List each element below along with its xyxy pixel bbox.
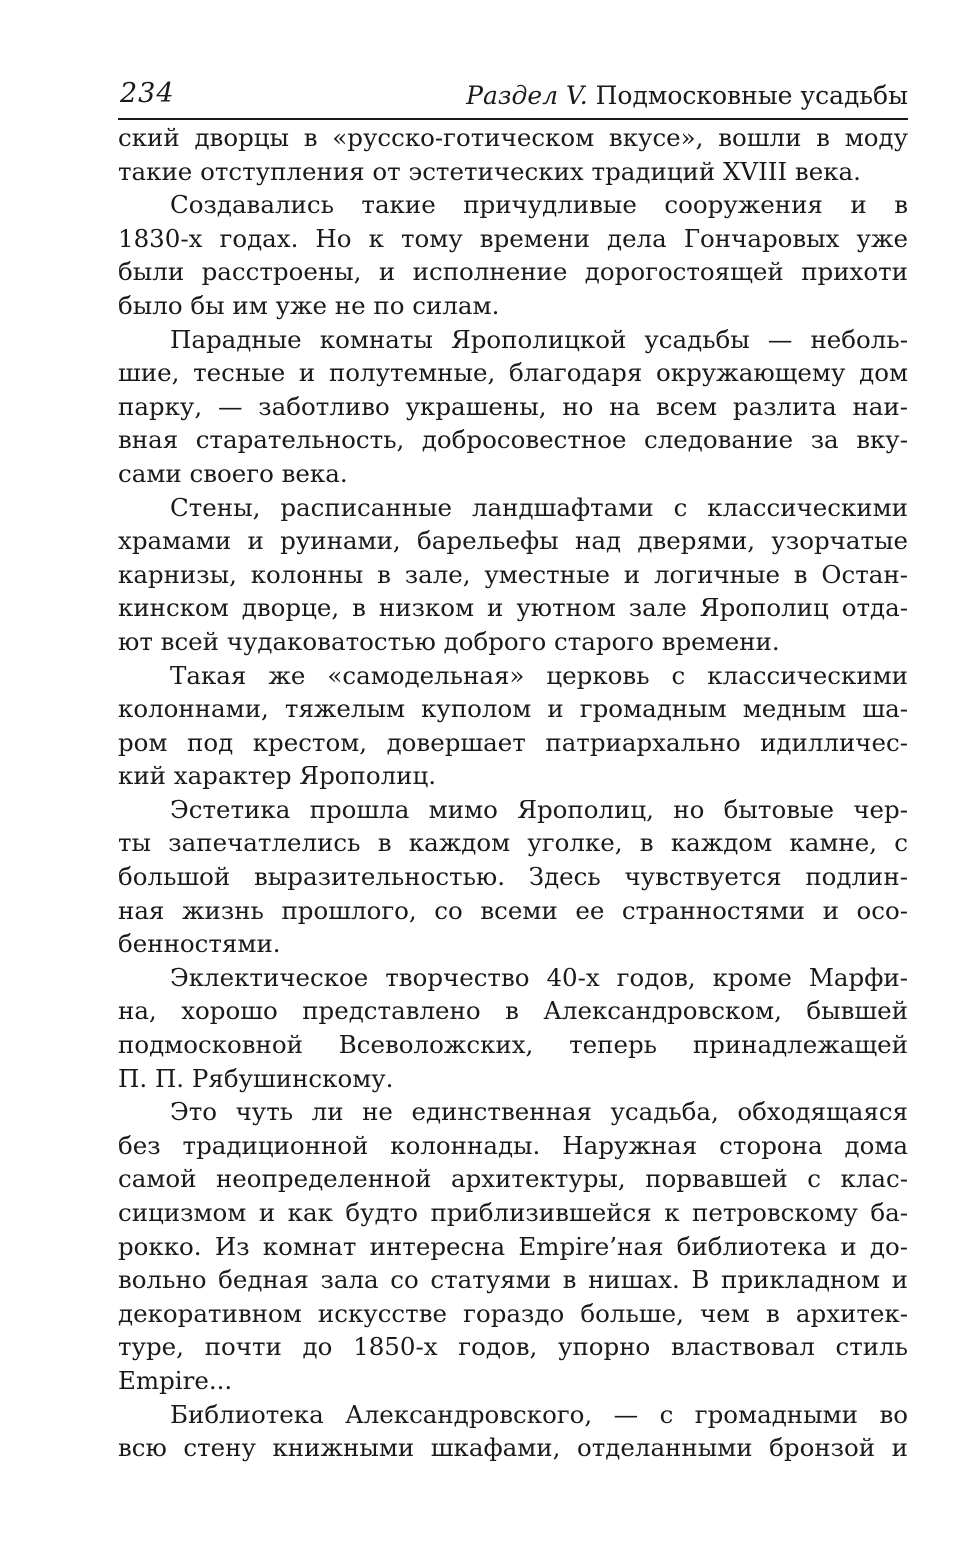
running-header [118, 76, 908, 120]
text-line: без традиционной колоннады. Наружная сторона дома [118, 1130, 908, 1160]
text-line: Создавались такие причудливые сооружения и в [170, 190, 908, 220]
section-heading [466, 80, 908, 112]
body-text [118, 121, 908, 1465]
text-line: колоннами, тяжелым куполом и громадным медным ша- [118, 694, 908, 724]
text-line: ром под крестом, довершает патриархально идилличес- [118, 727, 908, 757]
text-line: ты запечатлелись в каждом уголке, в каждом камне, с [118, 828, 908, 858]
text-line: самой неопределенной архитектуры, порвавшей с клас- [118, 1164, 908, 1194]
text-line: Это чуть ли не единственная усадьба, обходящаяся [170, 1097, 908, 1127]
text-line: кий характер Ярополиц. [118, 761, 437, 791]
text-line: Библиотека Александровского, — с громадными во [170, 1399, 908, 1429]
text-line: туре, почти до 1850-х годов, упорно властвовал стиль [118, 1332, 908, 1362]
text-line: большой выразительностью. Здесь чувствуется подлин- [118, 862, 908, 892]
text-line: карнизы, колонны в зале, уместные и логичные в Остан- [118, 559, 908, 589]
text-line: Стены, расписанные ландшафтами с классическими [170, 492, 908, 522]
text-line: сами своего века. [118, 458, 348, 488]
text-line: 1830-х годах. Но к тому времени дела Гончаровых уже [118, 223, 908, 253]
text-line: ная жизнь прошлого, со всеми ее странностями и осо- [118, 895, 908, 925]
text-line: Такая же «самодельная» церковь с классическими [170, 660, 908, 690]
text-line: парку, — заботливо украшены, но на всем разлита наи- [118, 391, 908, 421]
text-line: на, хорошо представлено в Александровском, бывшей [118, 996, 908, 1026]
text-line: было бы им уже не по силам. [118, 290, 500, 320]
text-line: были расстроены, и исполнение дорогостоящей прихоти [118, 257, 908, 287]
text-line: храмами и руинами, барельефы над дверями, узорчатые [118, 526, 908, 556]
text-line: вольно бедная зала со статуями в нишах. В прикладном и [118, 1265, 908, 1295]
text-line: Парадные комнаты Ярополицкой усадьбы — неболь- [170, 324, 908, 354]
section-title: Подмосковные усадьбы [595, 81, 908, 110]
text-line: сицизмом и как будто приблизившейся к петровскому ба- [118, 1198, 908, 1227]
text-line: кинском дворце, в низком и уютном зале Ярополиц отда- [118, 593, 908, 623]
text-line: шие, тесные и полутемные, благодаря окружающему дом [118, 358, 908, 388]
text-line: рокко. Из комнат интересна Empire’ная библиотека и до- [118, 1231, 908, 1261]
text-line: всю стену книжными шкафами, отделанными бронзой и [118, 1433, 908, 1463]
text-line: декоративном искусстве гораздо больше, чем в архитек- [118, 1298, 908, 1328]
text-line: вная старательность, добросовестное следование за вку- [118, 425, 908, 455]
text-line: Empire... [118, 1365, 233, 1395]
text-line: бенностями. [118, 929, 281, 959]
text-line: Эклектическое творчество 40-х годов, кроме Марфи- [170, 962, 908, 992]
text-line: ский дворцы в «русско-готическом вкусе», вошли в моду [118, 123, 908, 152]
text-line: Эстетика прошла мимо Ярополиц, но бытовые чер- [170, 794, 908, 824]
book-page [118, 76, 908, 1465]
text-line: ют всей чудаковатостью доброго старого времени. [118, 626, 780, 656]
text-line: подмосковной Всеволожских, теперь принадлежащей [118, 1030, 908, 1060]
section-label: Раздел V. [466, 81, 588, 110]
page-number: 234 [120, 78, 175, 109]
text-line: П. П. Рябушинскому. [118, 1063, 394, 1093]
text-line: такие отступления от эстетических традиций XVIII века. [118, 156, 861, 186]
